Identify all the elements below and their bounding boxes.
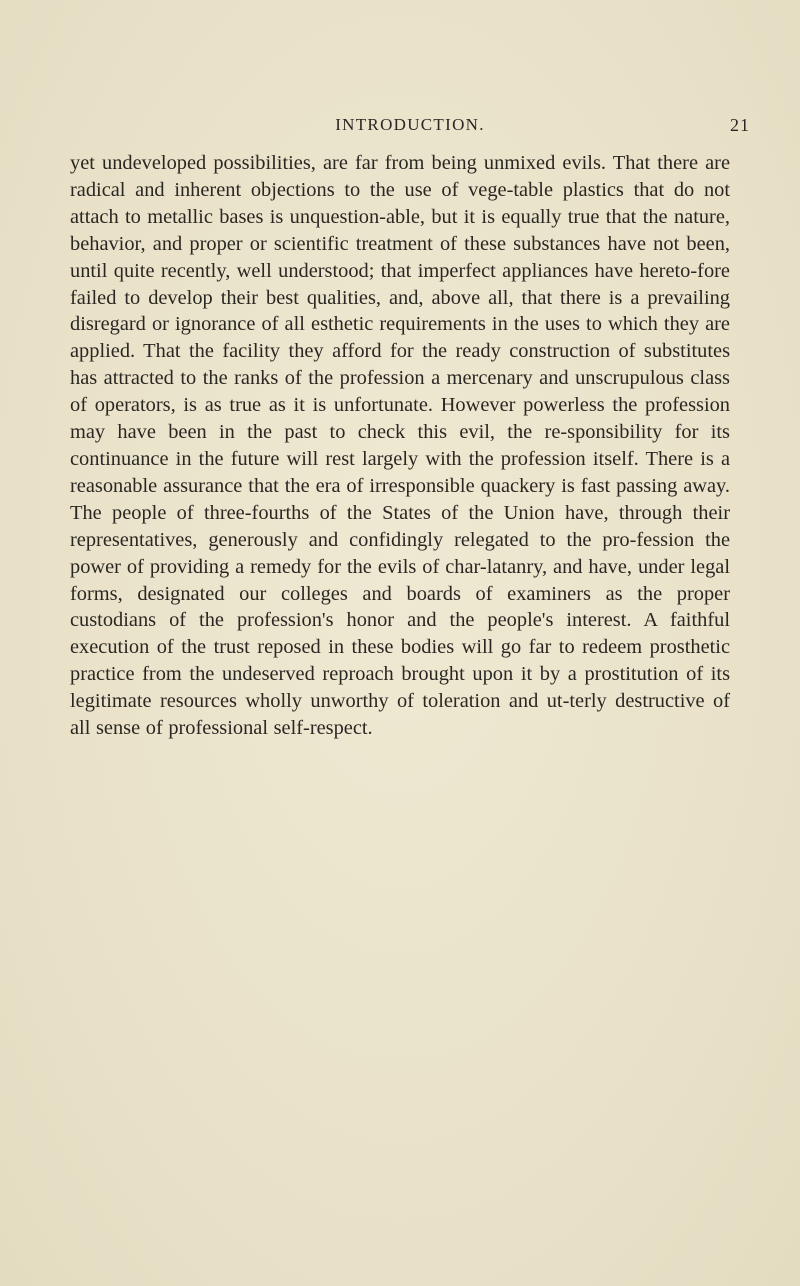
page-number: 21 <box>730 115 750 135</box>
running-title: INTRODUCTION. <box>335 115 485 134</box>
body-paragraph: yet undeveloped possibilities, are far from being unmixed evils. That there are radical and inherent objections to the use of vege-table plastics that do not attach to metallic bases is unquestion-able, but it is equally true that the nature, behavior, and proper or scientific treatment of these substances have not been, until quite recently, well understood; that imperfect appliances have hereto-fore failed to develop their best qualities, and, above all, that there is a prevailing disregard or ignorance of all esthetic requirements in the uses to which they are applied. That the facility they afford for the ready construction of substitutes has attracted to the ranks of the profession a mercenary and unscrupulous class of operators, is as true as it is unfortunate. However powerless the profession may have been in the past to check this evil, the re-sponsibility for its continuance in the future will rest largely with the profession itself. There is a reasonable assurance that the era of irresponsible quackery is fast passing away. The people of three-fourths of the States of the Union have, through their representatives, generously and confidingly relegated to the pro-fession the power of providing a remedy for the evils of char-latanry, and have, under legal forms, designated our colleges and boards of examiners as the proper custodians of the profession's honor and the people's interest. A faithful execution of the trust reposed in these bodies will go far to redeem prosthetic practice from the undeserved reproach brought upon it by a prostitution of its legitimate resources wholly unworthy of toleration and ut-terly destructive of all sense of professional self-respect. <box>70 152 730 740</box>
running-head <box>70 112 750 138</box>
